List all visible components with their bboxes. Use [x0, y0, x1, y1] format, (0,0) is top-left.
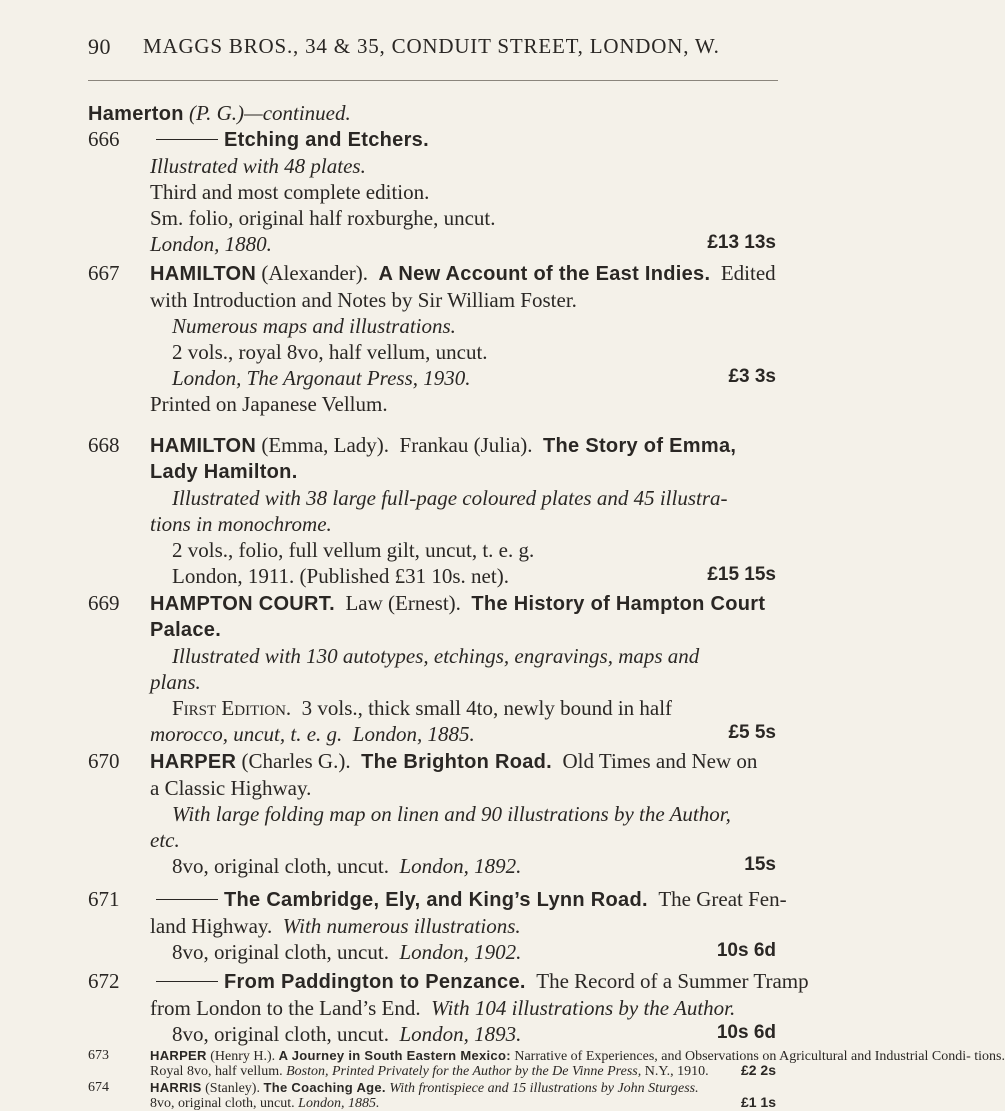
entry-price: 15s	[744, 854, 776, 875]
entry-author: Law (Ernest).	[345, 591, 461, 615]
entry-price: £5 5s	[728, 722, 776, 743]
entry-number: 669	[88, 591, 120, 615]
entry-format: 8vo, original cloth, uncut.	[172, 854, 389, 878]
entry-subtitle-cont: Experiences, and Observations on Agricultural and Industrial Condi-	[585, 1049, 971, 1064]
entry-illustrations-cont: etc.	[150, 828, 180, 852]
entry-imprint: London, 1885.	[298, 1096, 380, 1111]
entry-format: 8vo, original cloth, uncut.	[172, 1022, 389, 1046]
entry-format: Royal 8vo, half vellum.	[150, 1064, 283, 1079]
ditto-dash	[156, 981, 218, 982]
entry-subtitle-end: tions.	[974, 1049, 1005, 1064]
entry-heading: HAMILTON	[150, 263, 257, 285]
entry-subtitle: Narrative of	[514, 1049, 583, 1064]
entry-illustrations: With numerous illustrations.	[282, 914, 521, 938]
entry-title: The Story of Emma,	[543, 435, 737, 457]
entry-imprint: London, 1902.	[399, 940, 522, 964]
entry-title: A New Account of the East Indies.	[378, 263, 711, 285]
entry-format: 8vo, original cloth, uncut.	[150, 1096, 295, 1111]
entry-imprint: London, The Argonaut Press, 1930.	[172, 366, 471, 390]
entry-title: The Brighton Road.	[361, 751, 553, 773]
entry-illustrations-cont: plans.	[150, 670, 201, 694]
entry-author: (Henry H.).	[210, 1049, 276, 1064]
entry-heading: HAMPTON COURT.	[150, 593, 335, 615]
entry-number: 666	[88, 127, 120, 151]
entry-price: 10s 6d	[716, 940, 776, 961]
entry-imprint-cont: N.Y., 1910.	[644, 1064, 709, 1079]
entry-title: The Cambridge, Ely, and King’s Lynn Road.	[224, 889, 648, 911]
entry-number: 670	[88, 749, 120, 773]
entry-heading: HARPER	[150, 751, 237, 773]
entry-illustrations: Illustrated with 130 autotypes, etchings, engravings, maps and	[172, 644, 700, 668]
entry-illustrations: Numerous maps and illustrations.	[172, 314, 456, 338]
entry-price: £15 15s	[707, 564, 776, 585]
entry-number: 673	[88, 1048, 109, 1063]
entry-price: £3 3s	[728, 366, 776, 387]
entry-title-cont: Lady Hamilton.	[150, 461, 298, 483]
entry-illustrations: Illustrated with 38 large full-page coloured plates and 45 illustra-	[172, 486, 728, 510]
entry-imprint: London, 1880.	[150, 232, 272, 256]
entry-subtitle: Old Times and New on	[562, 749, 758, 773]
entry-price: £2 2s	[740, 1062, 776, 1078]
entry-note: Edited	[720, 261, 776, 285]
entry-heading: HARPER	[150, 1048, 207, 1063]
entry-edition: Third and most complete edition.	[150, 180, 430, 204]
entry-imprint: Boston, Printed Privately for the Author by the De Vinne Press,	[286, 1064, 642, 1079]
entry-illustrations: With 104 illustrations by the Author.	[431, 996, 736, 1020]
entry-format: 2 vols., royal 8vo, half vellum, uncut.	[172, 340, 488, 364]
entry-author: (Charles G.).	[241, 749, 351, 773]
entry-subtitle-cont: land Highway.	[150, 914, 273, 938]
ditto-dash	[156, 139, 218, 140]
entry-imprint: London, 1893.	[399, 1022, 522, 1046]
entry-author: (Alexander).	[261, 261, 369, 285]
entry-format: 2 vols., folio, full vellum gilt, uncut, t. e. g.	[172, 538, 535, 562]
entry-illustrations: With frontispiece and 15 illustrations by John Sturgess.	[389, 1081, 699, 1096]
page-number: 90	[88, 34, 111, 59]
entry-author: (Stanley).	[205, 1081, 260, 1096]
entry-number: 672	[88, 969, 120, 993]
entry-imprint: London, 1911. (Published £31 10s. net).	[172, 564, 509, 588]
running-title: MAGGS BROS., 34 & 35, CONDUIT STREET, LONDON, W.	[143, 34, 720, 58]
entry-imprint: London, 1885.	[352, 722, 475, 746]
entry-heading: Hamerton	[88, 103, 184, 125]
entry-number: 668	[88, 433, 120, 457]
entry-format: Sm. folio, original half roxburghe, uncut.	[150, 206, 496, 230]
entry-subtitle-cont: from London to the Land’s End.	[150, 996, 421, 1020]
entry-heading: HARRIS	[150, 1080, 202, 1095]
entry-subtitle: The Record of a Summer Tramp	[536, 969, 809, 993]
entry-edition: First Edition.	[172, 696, 292, 720]
entry-title: Etching and Etchers.	[224, 129, 429, 151]
entry-note-cont: with Introduction and Notes by Sir William Foster.	[150, 288, 577, 312]
entry-imprint: London, 1892.	[399, 854, 522, 878]
entry-number: 667	[88, 261, 120, 285]
entry-title: From Paddington to Penzance.	[224, 971, 526, 993]
entry-number: 674	[88, 1080, 109, 1095]
entry-heading: HAMILTON	[150, 435, 257, 457]
entry-illustrations-cont: tions in monochrome.	[150, 512, 332, 536]
entry-subtitle-cont: a Classic Highway.	[150, 776, 312, 800]
entry-price: £13 13s	[707, 232, 776, 253]
header-rule	[88, 80, 778, 81]
entry-co-author: Frankau (Julia).	[399, 433, 533, 457]
entry-subtitle: The Great Fen-	[658, 887, 787, 911]
entry-price: 10s 6d	[716, 1022, 776, 1043]
entry-title: A Journey in South Eastern Mexico:	[278, 1048, 511, 1063]
ditto-dash	[156, 899, 218, 900]
entry-illustrations: Illustrated with 48 plates.	[150, 154, 366, 178]
entry-title: The History of Hampton Court	[471, 593, 766, 615]
entry-binding: morocco, uncut, t. e. g.	[150, 722, 343, 746]
entry-title: The Coaching Age.	[263, 1080, 386, 1095]
entry-format: 8vo, original cloth, uncut.	[172, 940, 389, 964]
entry-author: (Emma, Lady).	[261, 433, 390, 457]
entry-format: 3 vols., thick small 4to, newly bound in half	[301, 696, 673, 720]
entry-author: (P. G.)—continued.	[189, 101, 351, 125]
entry-price: £1 1s	[740, 1094, 776, 1110]
entry-title-cont: Palace.	[150, 619, 222, 641]
entry-number: 671	[88, 887, 120, 911]
entry-note: Printed on Japanese Vellum.	[150, 392, 388, 416]
entry-illustrations: With large folding map on linen and 90 illustrations by the Author,	[172, 802, 731, 826]
